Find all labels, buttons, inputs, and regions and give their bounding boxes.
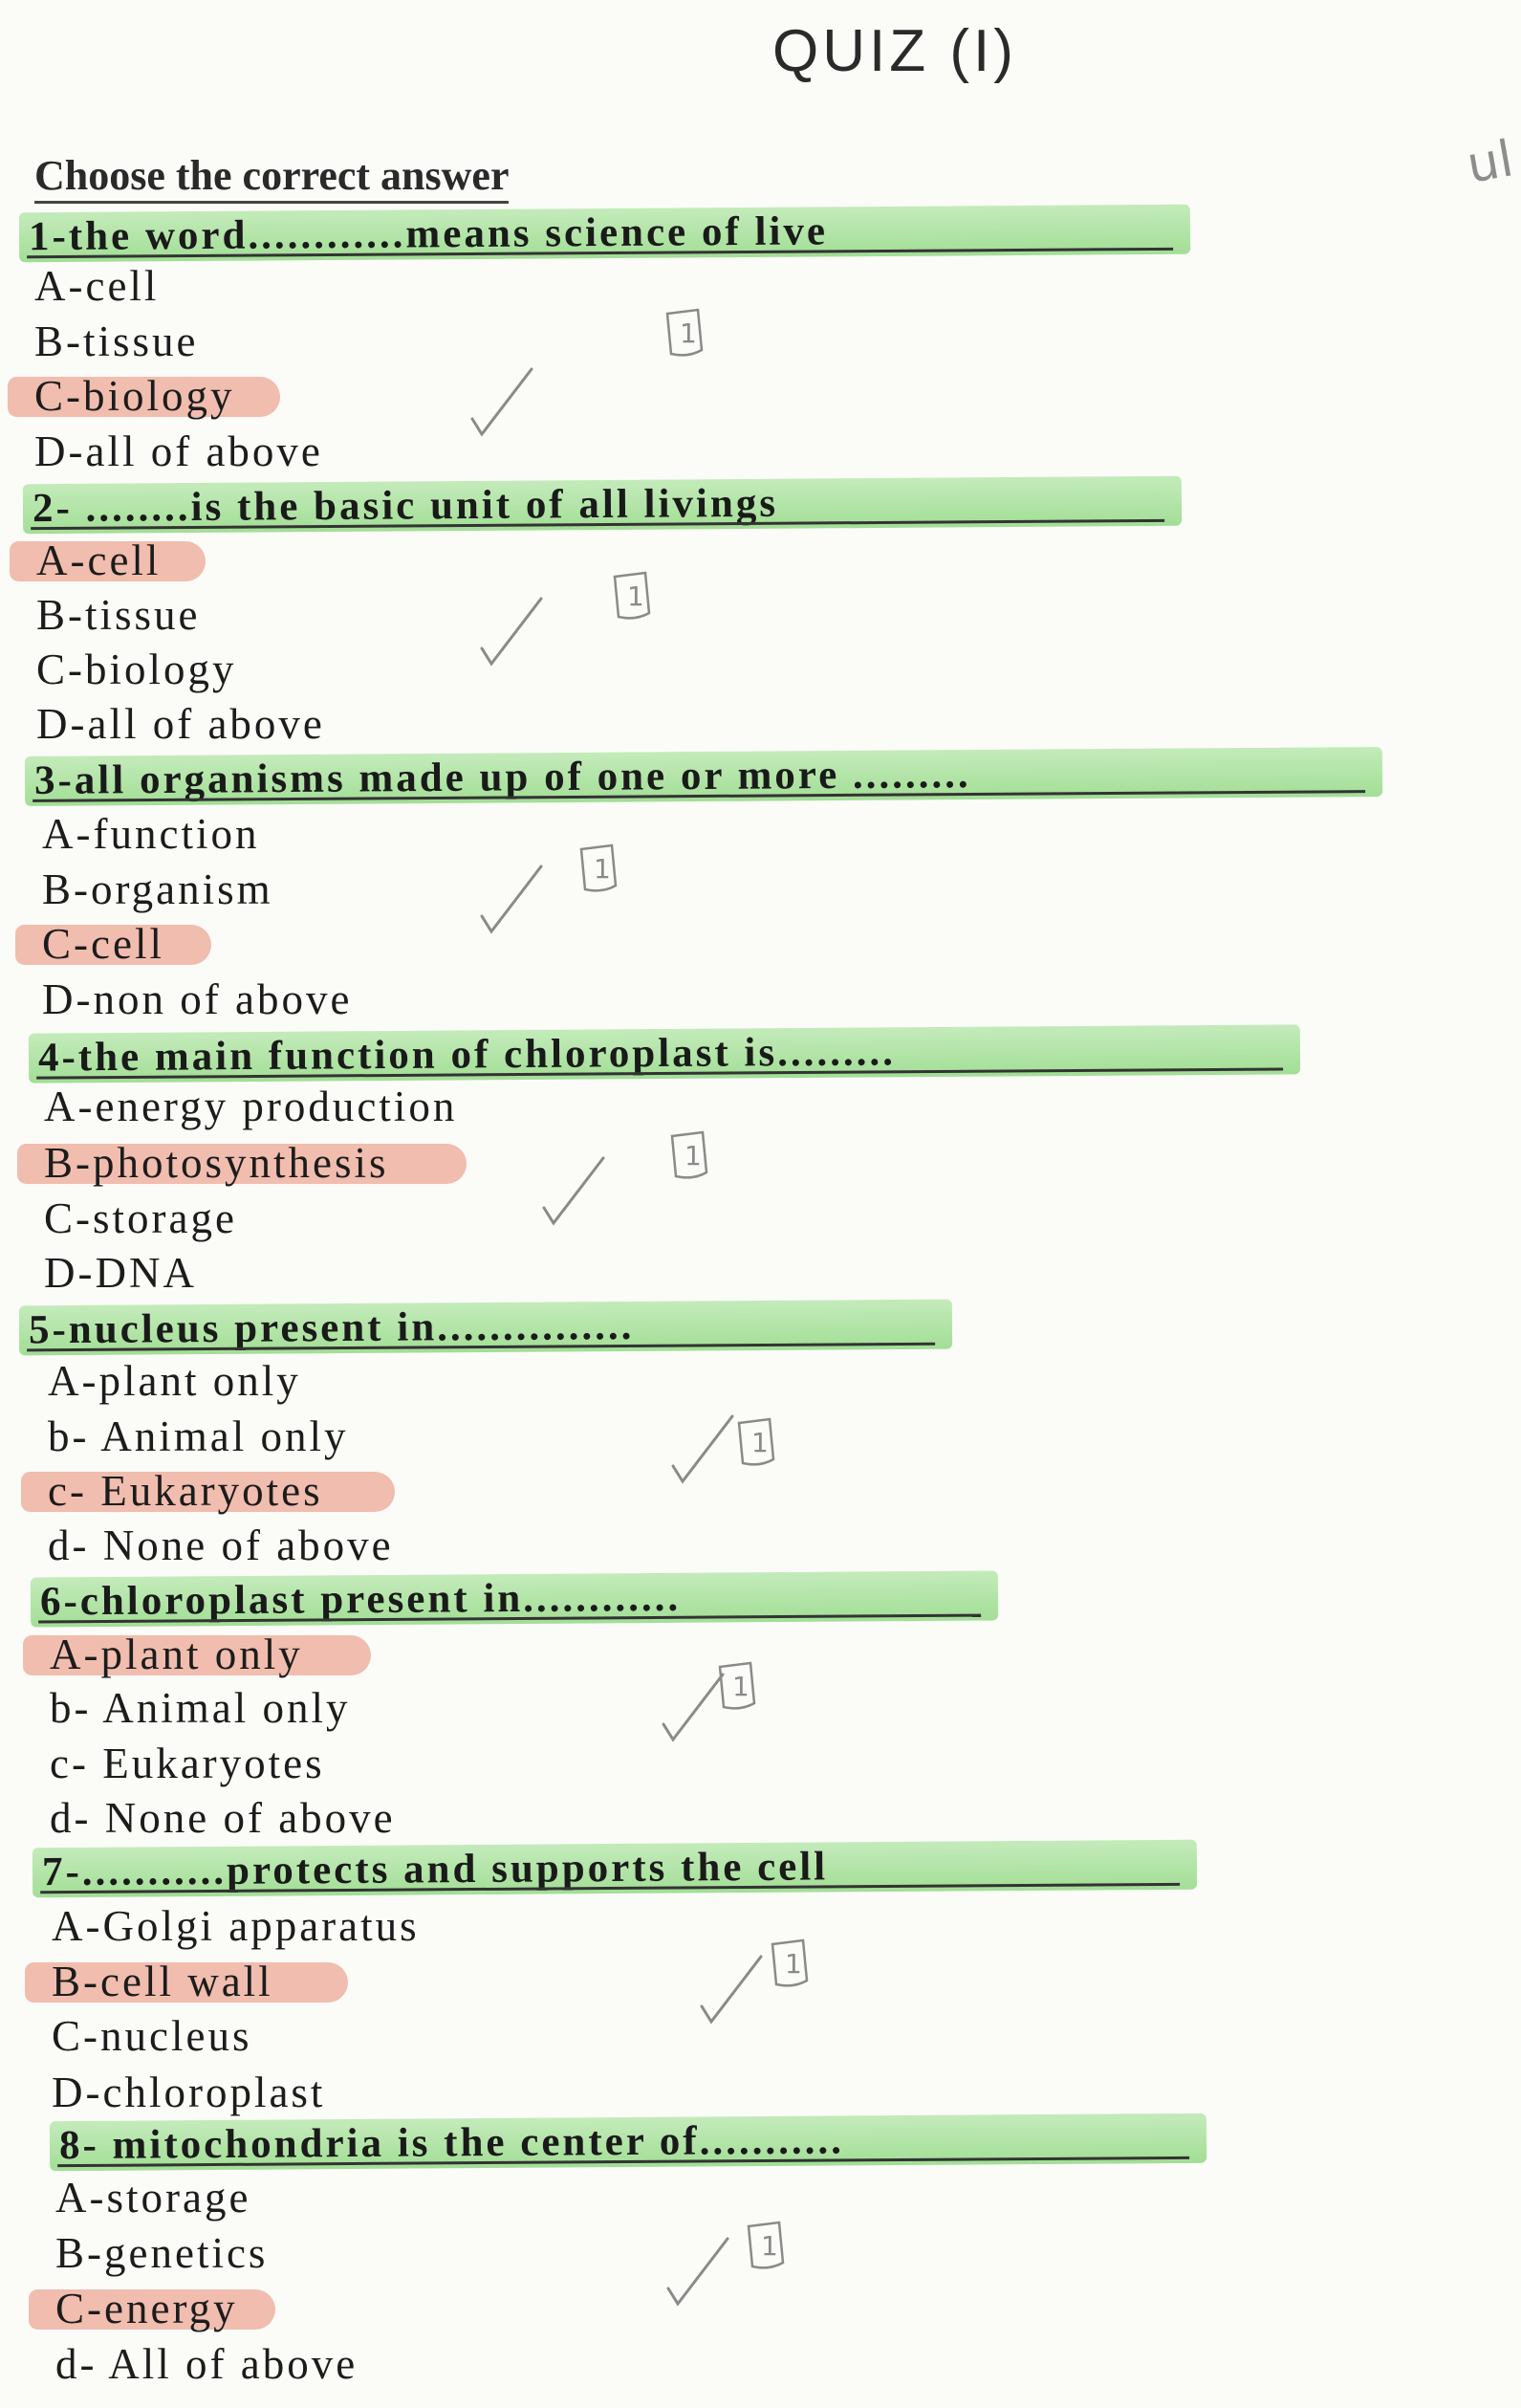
option-8-c: C-energy — [55, 2285, 238, 2332]
check-mark-icon — [468, 363, 535, 440]
option-1-d: D-all of above — [34, 427, 323, 475]
corner-pencil-mark: ul — [1463, 130, 1518, 195]
score-mark-icon — [741, 2219, 789, 2274]
option-1-b: B-tissue — [34, 317, 199, 365]
option-4-c: C-storage — [44, 1194, 237, 1242]
question-6: 6-chloroplast present in............ — [31, 1570, 998, 1627]
score-mark-label: 1 — [627, 580, 644, 612]
option-5-b: b- Animal only — [48, 1412, 349, 1460]
instruction-heading: Choose the correct answer — [34, 151, 509, 204]
score-mark-label: 1 — [751, 1427, 769, 1458]
option-3-a: A-function — [42, 810, 260, 858]
question-5: 5-nucleus present in............... — [19, 1300, 952, 1356]
score-mark-icon — [607, 569, 655, 624]
score-mark-label: 1 — [594, 853, 611, 885]
option-6-a: A-plant only — [50, 1631, 303, 1678]
check-mark-icon — [478, 861, 545, 937]
question-4: 4-the main function of chloroplast is......... — [29, 1024, 1300, 1083]
score-mark-label: 1 — [761, 2230, 778, 2262]
option-8-d: d- All of above — [55, 2340, 359, 2388]
option-7-d: D-chloroplast — [52, 2069, 326, 2116]
option-7-a: A-Golgi apparatus — [52, 1902, 420, 1950]
option-2-c: C-biology — [36, 646, 237, 693]
option-3-d: D-non of above — [42, 975, 353, 1023]
score-mark-label: 1 — [680, 317, 697, 349]
question-1: 1-the word............means science of live — [19, 205, 1190, 263]
quiz-title: QUIZ (I) — [772, 18, 1017, 84]
option-2-b: B-tissue — [36, 591, 201, 639]
option-2-a: A-cell — [36, 536, 162, 584]
option-4-a: A-energy production — [44, 1083, 458, 1130]
option-5-a: A-plant only — [48, 1357, 301, 1405]
score-mark-label: 1 — [785, 1948, 802, 1980]
check-mark-icon — [669, 1411, 736, 1487]
score-mark-icon — [712, 1659, 760, 1715]
score-mark-icon — [574, 842, 621, 897]
option-2-d: D-all of above — [36, 700, 325, 748]
option-1-c: C-biology — [34, 372, 235, 420]
option-8-a: A-storage — [55, 2174, 251, 2222]
check-mark-icon — [698, 1951, 765, 2027]
option-4-b: B-photosynthesis — [44, 1139, 389, 1187]
score-mark-icon — [660, 306, 707, 361]
question-8: 8- mitochondria is the center of........... — [50, 2113, 1206, 2171]
score-mark-icon — [731, 1415, 779, 1471]
score-mark-icon — [765, 1937, 813, 1992]
option-6-d: d- None of above — [50, 1794, 396, 1842]
question-2: 2- ........is the basic unit of all livings — [23, 476, 1182, 534]
option-1-a: A-cell — [34, 262, 160, 310]
score-mark-label: 1 — [732, 1671, 750, 1702]
option-3-b: B-organism — [42, 865, 273, 913]
option-3-c: C-cell — [42, 920, 164, 968]
option-6-b: b- Animal only — [50, 1684, 351, 1732]
option-5-d: d- None of above — [48, 1521, 394, 1569]
question-7: 7-...........protects and supports the cell — [33, 1840, 1197, 1898]
question-3: 3-all organisms made up of one or more ......... — [25, 747, 1382, 806]
option-5-c: c- Eukaryotes — [48, 1467, 323, 1515]
option-8-b: B-genetics — [55, 2229, 269, 2277]
check-mark-icon — [664, 2233, 731, 2309]
option-6-c: c- Eukaryotes — [50, 1740, 325, 1787]
check-mark-icon — [478, 593, 545, 669]
score-mark-label: 1 — [684, 1140, 702, 1171]
option-4-d: D-DNA — [44, 1249, 197, 1297]
option-7-b: B-cell wall — [52, 1958, 273, 2005]
score-mark-icon — [664, 1128, 712, 1184]
option-7-c: C-nucleus — [52, 2012, 252, 2060]
check-mark-icon — [540, 1152, 607, 1229]
